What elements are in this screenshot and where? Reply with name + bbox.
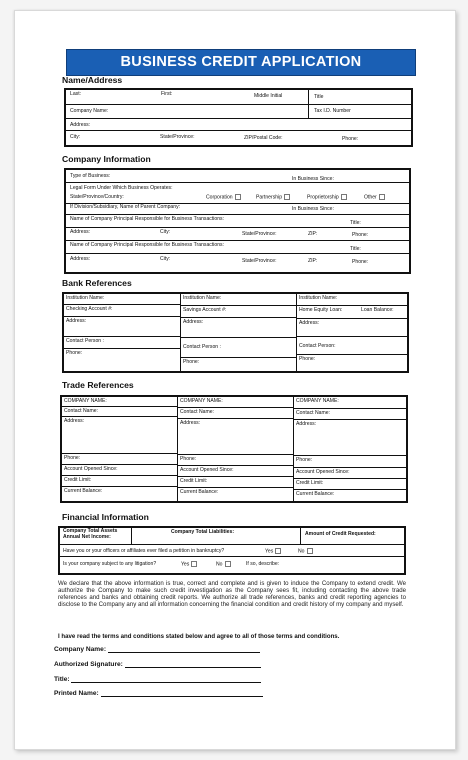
bank-2-institution-field[interactable]: Institution Name: bbox=[181, 294, 296, 306]
phone-field[interactable]: Phone: bbox=[342, 136, 359, 142]
company-name-field[interactable]: Company Name: bbox=[70, 108, 109, 114]
principal-1-name-field[interactable]: Name of Company Principal Responsible for Business Transactions: bbox=[70, 216, 225, 222]
address-field[interactable]: Address: bbox=[70, 122, 91, 128]
parent-company-field[interactable]: If Division/Subsidiary, Name of Parent Company: bbox=[70, 204, 181, 210]
trade-1-credit-limit-field[interactable]: Credit Limit: bbox=[62, 476, 177, 487]
trade-2-phone-field[interactable]: Phone: bbox=[178, 455, 293, 466]
bank-3-home-equity-field[interactable]: Home Equity Loan: bbox=[299, 307, 343, 313]
trade-column-1 bbox=[62, 397, 178, 501]
trade-column-3 bbox=[294, 397, 406, 501]
company-name-signature-line[interactable] bbox=[54, 645, 260, 653]
bank-2-savings-field[interactable]: Savings Account #: bbox=[181, 306, 296, 318]
section-heading-bank-refs: Bank References bbox=[62, 278, 132, 288]
checkbox[interactable] bbox=[341, 194, 347, 200]
principal-1-address-field[interactable]: Address: bbox=[70, 229, 91, 235]
declaration-text: We declare that the above information is true, correct and complete and is given to induce the Company to extend credit. We authorize the Company to make such credit investigation as the Company sees fit, including contacting the above trade references and banks and obtaining credit reports. We authorize all trade references, banks and credit reporting agencies to disclose to the Company any and all information concerning the financial condition and credit history of my company and myself. bbox=[58, 580, 406, 608]
partnership-option[interactable]: Partnership bbox=[256, 194, 290, 200]
divider bbox=[308, 105, 309, 118]
principal-2-city-field[interactable]: City: bbox=[160, 256, 171, 262]
table-row bbox=[66, 241, 409, 254]
agreement-statement: I have read the terms and conditions stated below and agree to all of those terms and conditions. bbox=[58, 633, 340, 640]
bank-references-table bbox=[62, 292, 409, 373]
authorized-signature-label: Authorized Signature: bbox=[54, 661, 123, 668]
bank-1-checking-field[interactable]: Checking Account #: bbox=[64, 305, 180, 317]
principal-2-address-field[interactable]: Address: bbox=[70, 256, 91, 262]
litigation-yes-option[interactable]: Yes bbox=[181, 561, 197, 567]
bank-1-phone-field[interactable]: Phone: bbox=[66, 350, 83, 356]
principal-2-state-field[interactable]: State/Province: bbox=[242, 258, 277, 264]
in-business-since-2-field[interactable]: In Business Since: bbox=[292, 206, 334, 212]
tax-id-field[interactable]: Tax I.D. Number bbox=[314, 108, 351, 114]
litigation-no-option[interactable]: No bbox=[216, 561, 231, 567]
company-name-label: Company Name: bbox=[54, 646, 107, 653]
principal-2-zip-field[interactable]: ZIP: bbox=[308, 258, 318, 264]
trade-3-contact-field[interactable]: Contact Name: bbox=[294, 409, 406, 420]
principal-1-state-field[interactable]: State/Province: bbox=[242, 231, 277, 237]
table-row bbox=[66, 119, 411, 131]
trade-2-contact-field[interactable]: Contact Name: bbox=[178, 408, 293, 419]
printed-name-signature-line[interactable] bbox=[54, 689, 263, 697]
bank-column-1 bbox=[64, 294, 181, 371]
principal-1-title-field[interactable]: Title: bbox=[350, 220, 361, 226]
trade-1-address-field[interactable]: Address: bbox=[62, 417, 177, 454]
table-row bbox=[60, 557, 404, 573]
litigation-describe-field[interactable]: If so, describe: bbox=[246, 561, 280, 567]
table-row bbox=[66, 170, 409, 183]
trade-2-credit-limit-field[interactable]: Credit Limit: bbox=[178, 477, 293, 488]
signature-blank[interactable] bbox=[125, 660, 261, 668]
signature-blank[interactable] bbox=[101, 689, 263, 697]
first-name-field[interactable]: First: bbox=[161, 91, 173, 97]
trade-1-company-field[interactable]: COMPANY NAME: bbox=[62, 397, 177, 407]
trade-3-opened-field[interactable]: Account Opened Since: bbox=[294, 468, 406, 479]
total-assets-net-income-field[interactable]: Company Total Assets Annual Net Income: bbox=[63, 528, 118, 540]
bank-3-loan-row bbox=[297, 306, 407, 319]
title-label: Title: bbox=[54, 676, 70, 683]
trade-2-balance-field[interactable]: Current Balance: bbox=[180, 489, 219, 495]
bank-2-contact-field[interactable]: Contact Person : bbox=[181, 338, 296, 358]
bank-column-2 bbox=[181, 294, 297, 371]
table-row bbox=[66, 90, 411, 105]
checkbox[interactable] bbox=[191, 561, 197, 567]
bank-column-3 bbox=[297, 294, 407, 371]
bank-3-institution-field[interactable]: Institution Name: bbox=[297, 294, 407, 306]
checkbox[interactable] bbox=[225, 561, 231, 567]
trade-2-address-field[interactable]: Address: bbox=[178, 419, 293, 455]
signature-blank[interactable] bbox=[108, 645, 260, 653]
litigation-question: Is your company subject to any litigation? bbox=[63, 561, 157, 567]
state-country-field[interactable]: State/Province/Country: bbox=[70, 194, 124, 200]
bankruptcy-question: Have you or your officers or affiliates ever filed a petition in bankruptcy? bbox=[63, 548, 225, 554]
title-signature-line[interactable] bbox=[54, 675, 261, 683]
company-info-table bbox=[64, 168, 411, 274]
table-row bbox=[60, 528, 404, 545]
bank-3-loan-balance-field[interactable]: Loan Balance: bbox=[361, 307, 394, 313]
divider bbox=[300, 528, 301, 544]
principal-1-phone-field[interactable]: Phone: bbox=[352, 232, 369, 238]
bankruptcy-yes-option[interactable]: Yes bbox=[265, 548, 281, 554]
trade-1-phone-field[interactable]: Phone: bbox=[62, 454, 177, 465]
table-row bbox=[66, 204, 409, 215]
name-address-table bbox=[64, 88, 413, 147]
state-province-field[interactable]: State/Province: bbox=[160, 134, 195, 140]
other-option[interactable]: Other bbox=[364, 194, 385, 200]
principal-2-title-field[interactable]: Title: bbox=[350, 246, 361, 252]
table-row bbox=[66, 183, 409, 204]
principal-1-zip-field[interactable]: ZIP: bbox=[308, 231, 318, 237]
divider bbox=[308, 90, 309, 104]
section-heading-company-info: Company Information bbox=[62, 154, 151, 164]
trade-1-balance-field[interactable]: Current Balance: bbox=[64, 488, 103, 494]
bank-1-contact-field[interactable]: Contact Person : bbox=[64, 337, 180, 349]
authorized-signature-line[interactable] bbox=[54, 660, 261, 668]
bank-2-phone-field[interactable]: Phone: bbox=[183, 359, 200, 365]
table-row bbox=[66, 215, 409, 228]
bankruptcy-no-option[interactable]: No bbox=[298, 548, 313, 554]
trade-3-credit-limit-field[interactable]: Credit Limit: bbox=[294, 479, 406, 490]
trade-2-company-field[interactable]: COMPANY NAME: bbox=[178, 397, 293, 408]
signature-blank[interactable] bbox=[71, 675, 261, 683]
trade-3-balance-field[interactable]: Current Balance: bbox=[296, 491, 335, 497]
principal-2-name-field[interactable]: Name of Company Principal Responsible for Business Transactions: bbox=[70, 242, 225, 248]
divider bbox=[131, 528, 132, 544]
trade-1-opened-field[interactable]: Account Opened Since: bbox=[62, 465, 177, 476]
section-heading-trade-refs: Trade References bbox=[62, 380, 134, 390]
principal-2-phone-field[interactable]: Phone: bbox=[352, 259, 369, 265]
bank-3-phone-field[interactable]: Phone: bbox=[299, 356, 316, 362]
bank-2-address-field[interactable]: Address: bbox=[181, 318, 296, 338]
trade-3-phone-field[interactable]: Phone: bbox=[294, 456, 406, 468]
bank-1-address-field[interactable]: Address: bbox=[64, 317, 180, 337]
title-field[interactable]: Title bbox=[314, 94, 324, 100]
printed-name-label: Printed Name: bbox=[54, 690, 99, 697]
trade-2-opened-field[interactable]: Account Opened Since: bbox=[178, 466, 293, 477]
trade-references-table bbox=[60, 395, 408, 503]
financial-info-table bbox=[58, 526, 406, 575]
trade-1-contact-field[interactable]: Contact Name: bbox=[62, 407, 177, 417]
checkbox[interactable] bbox=[275, 548, 281, 554]
in-business-since-field[interactable]: In Business Since: bbox=[292, 176, 334, 182]
trade-3-company-field[interactable]: COMPANY NAME: bbox=[294, 397, 406, 409]
principal-1-city-field[interactable]: City: bbox=[160, 229, 171, 235]
checkbox[interactable] bbox=[307, 548, 313, 554]
checkbox[interactable] bbox=[235, 194, 241, 200]
corporation-option[interactable]: Corporation bbox=[206, 194, 241, 200]
table-row bbox=[66, 254, 409, 272]
proprietorship-option[interactable]: Proprietorship bbox=[307, 194, 347, 200]
total-liabilities-field[interactable]: Company Total Liabilities: bbox=[171, 529, 235, 535]
credit-requested-field[interactable]: Amount of Credit Requested: bbox=[305, 531, 376, 537]
middle-initial-field[interactable]: Middle Initial bbox=[254, 93, 283, 99]
table-row bbox=[60, 545, 404, 557]
last-name-field[interactable]: Last: bbox=[70, 91, 82, 97]
legal-form-label: Legal Form Under Which Business Operates: bbox=[70, 185, 173, 191]
zip-field[interactable]: ZIP/Postal Code: bbox=[244, 135, 283, 141]
bank-3-contact-field[interactable]: Contact Person: bbox=[297, 337, 407, 355]
table-row bbox=[66, 131, 411, 145]
bank-1-institution-field[interactable]: Institution Name: bbox=[64, 294, 180, 305]
section-heading-financial: Financial Information bbox=[62, 512, 149, 522]
trade-3-address-field[interactable]: Address: bbox=[294, 420, 406, 456]
trade-column-2 bbox=[178, 397, 294, 501]
table-row bbox=[66, 228, 409, 241]
section-heading-name-address: Name/Address bbox=[62, 75, 123, 85]
type-of-business-field[interactable]: Type of Business: bbox=[70, 173, 111, 179]
checkbox[interactable] bbox=[284, 194, 290, 200]
bank-3-address-field[interactable]: Address: bbox=[297, 319, 407, 337]
city-field[interactable]: City: bbox=[70, 134, 81, 140]
table-row bbox=[66, 105, 411, 119]
checkbox[interactable] bbox=[379, 194, 385, 200]
form-title: BUSINESS CREDIT APPLICATION bbox=[66, 49, 416, 76]
